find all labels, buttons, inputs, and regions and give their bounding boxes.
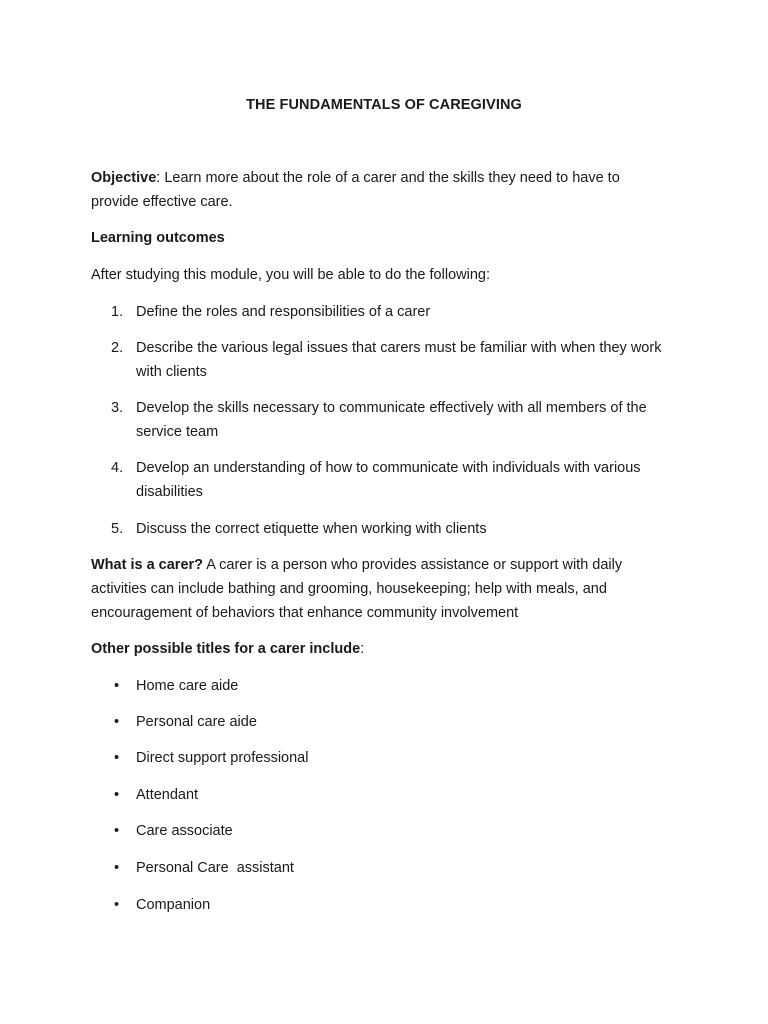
carer-paragraph	[91, 553, 691, 625]
list-item	[0, 710, 768, 734]
objective-text-1: : Learn more about the role of a carer and the skills they need to have to	[156, 170, 620, 186]
carer-line-1	[91, 553, 691, 577]
list-item-text	[136, 517, 681, 541]
bullet: •	[114, 860, 120, 876]
list-item-text	[136, 396, 681, 444]
list-item-text	[136, 336, 681, 384]
carer-text-1: A carer is a person who provides assistance or support with daily	[203, 557, 623, 573]
list-item-text: Attendant	[136, 787, 199, 803]
objective-line-1	[91, 166, 671, 190]
list-item-line: service team	[136, 424, 219, 440]
list-item	[0, 783, 768, 807]
titles-heading-text: Other possible titles for a carer include	[91, 641, 361, 657]
intro-paragraph: After studying this module, you will be able to do the following:	[91, 267, 490, 283]
list-item-number: 2.	[111, 340, 124, 356]
bullet: •	[114, 897, 120, 913]
list-item-number: 4.	[111, 460, 124, 476]
list-item-number: 5.	[111, 521, 124, 537]
list-item-number: 1.	[111, 304, 124, 320]
list-item-number: 3.	[111, 400, 124, 416]
list-item-text: Companion	[136, 897, 211, 913]
bullet: •	[114, 714, 120, 730]
bullet: •	[114, 823, 120, 839]
list-item-line: Develop an understanding of how to communicate with individuals with various	[136, 460, 641, 476]
bullet: •	[114, 750, 120, 766]
list-item-text	[136, 300, 681, 324]
list-item-text: Direct support professional	[136, 750, 309, 766]
list-item-line: Define the roles and responsibilities of a carer	[136, 304, 431, 320]
list-item-line: Discuss the correct etiquette when working with clients	[136, 521, 487, 537]
objective-line-2: provide effective care.	[91, 194, 233, 210]
list-item-text: Personal Care assistant	[136, 860, 294, 876]
learning-outcomes-heading: Learning outcomes	[91, 230, 225, 246]
titles-heading	[91, 637, 671, 661]
bullet: •	[114, 678, 120, 694]
carer-label: What is a carer?	[91, 557, 204, 573]
titles-heading-colon: :	[360, 641, 365, 657]
list-item	[0, 746, 768, 770]
list-item	[0, 856, 768, 880]
carer-line-2: activities can include bathing and grooming, housekeeping; help with meals, and	[91, 581, 607, 597]
objective-label: Objective	[91, 170, 157, 186]
list-item-line: disabilities	[136, 484, 203, 500]
objective-paragraph	[91, 166, 671, 214]
list-item	[0, 819, 768, 843]
list-item-line: Describe the various legal issues that carers must be familiar with when they work	[136, 340, 662, 356]
list-item	[0, 674, 768, 698]
list-item-text: Home care aide	[136, 678, 239, 694]
list-item-text	[136, 456, 681, 504]
document-title: THE FUNDAMENTALS OF CAREGIVING	[246, 97, 522, 113]
list-item-line: with clients	[136, 364, 207, 380]
list-item-text: Care associate	[136, 823, 233, 839]
carer-line-3: encouragement of behaviors that enhance community involvement	[91, 605, 519, 621]
list-item	[0, 893, 768, 917]
bullet: •	[114, 787, 120, 803]
list-item-line: Develop the skills necessary to communicate effectively with all members of the	[136, 400, 647, 416]
list-item-text: Personal care aide	[136, 714, 257, 730]
